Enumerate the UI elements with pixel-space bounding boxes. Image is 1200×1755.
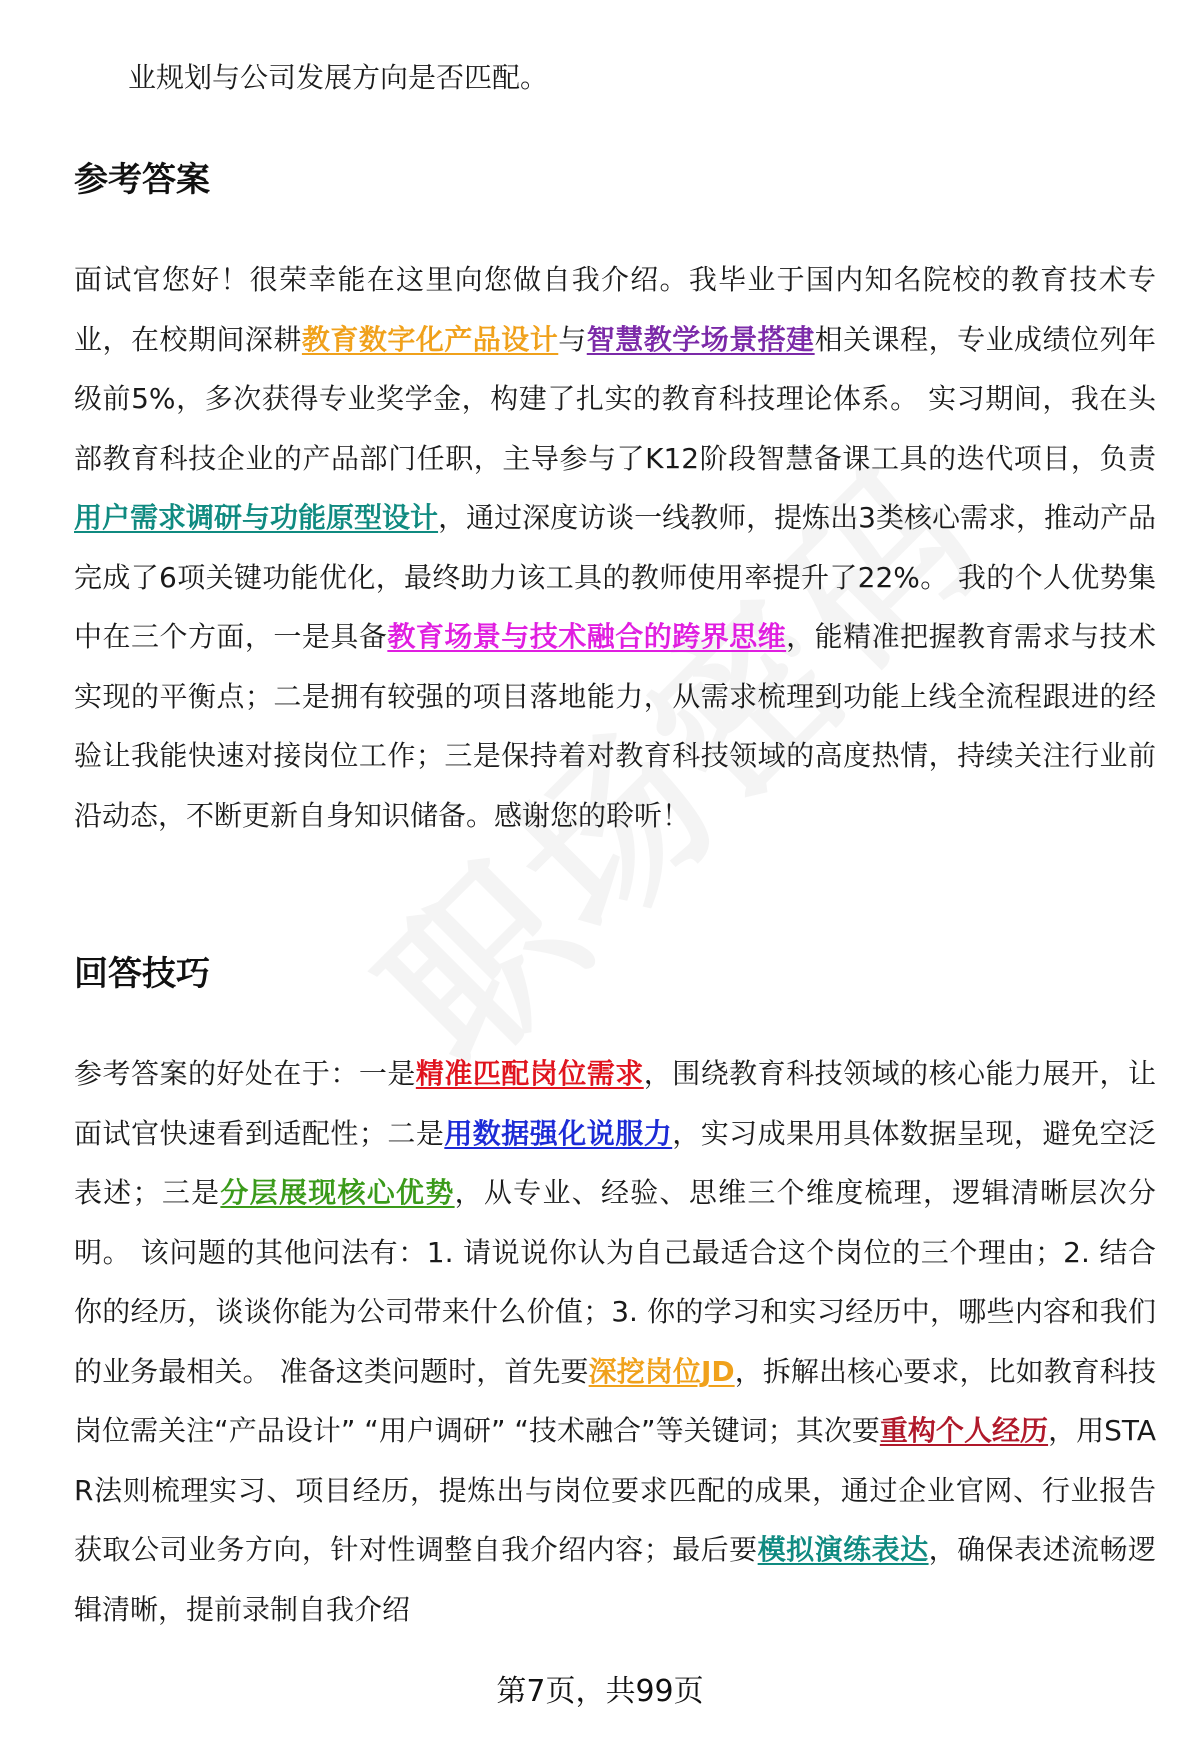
highlight-phrase: 智慧教学场景搭建 [586,322,815,356]
text-run: ，能精准把握教育需求与技术实现的平衡点；二是拥有较强的项目落地能力，从需求梳理到功能上线全流程跟进的经验让我能快速对接岗位工作；三是保持着对教育科技领域的高度热情，持续关注行业前沿动态，不断更新自身知识储备。感谢您的聆听！ [74,620,1156,832]
text-run: 与 [558,322,587,356]
text-run: ，拆解出核心要求，比如教育科技岗位需关注“产品设计” “用户调研” “技术融合”等关键词；其次要 [74,1354,1156,1447]
text-run: ，从专业、经验、思维三个维度梳理，逻辑清晰层次分明。 该问题的其他问法有：1. 请说说你认为自己最适合这个岗位的三个理由；2. 结合你的经历，谈谈你能为公司带来什么价值；3. 你的学习和实习经历中，哪些内容和我们的业务最相关。 准备这类问题时，首先要 [74,1176,1156,1388]
text-run: 面试官您好！很荣幸能在这里向您做自我介绍。我毕业于国内知名院校的教育技术专业，在校期间深耕 [74,263,1156,356]
text-run: 相关课程，专业成绩位列年级前5%，多次获得专业奖学金，构建了扎实的教育科技理论体系。 实习期间，我在头部教育科技企业的产品部门任职，主导参与了K12阶段智慧备课工具的迭代项目，负责 [74,322,1156,475]
highlight-phrase: 深挖岗位JD [588,1354,735,1388]
highlight-phrase: 用户需求调研与功能原型设计 [74,501,439,534]
answer-tips-paragraph [74,1044,1156,1639]
text-run: ，确保表述流畅逻辑清晰，提前录制自我介绍 [74,1533,1156,1626]
text-run: ，实习成果用具体数据呈现，避免空泛表述；三是 [74,1116,1156,1209]
highlight-phrase: 用数据强化说服力 [444,1116,673,1150]
page-number-footer: 第7页，共99页 [496,1674,704,1709]
reference-answer-paragraph [74,250,1156,845]
highlight-phrase: 教育数字化产品设计 [301,322,559,356]
highlight-phrase: 模拟演练表达 [757,1533,929,1566]
highlight-phrase: 精准匹配岗位需求 [415,1057,644,1090]
text-run: ，围绕教育科技领域的核心能力展开，让面试官快速看到适配性；二是 [74,1057,1156,1150]
text-run: ，用STAR法则梳理实习、项目经历，提炼出与岗位要求匹配的成果，通过企业官网、行业报告获取公司业务方向，针对性调整自我介绍内容；最后要 [74,1414,1156,1566]
highlight-phrase: 教育场景与技术融合的跨界思维 [387,620,787,653]
text-run: ，通过深度访谈一线教师，提炼出3类核心需求，推动产品完成了6项关键功能优化，最终助力该工具的教师使用率提升了22%。 我的个人优势集中在三个方面，一是具备 [74,501,1156,653]
text-run: 参考答案的好处在于：一是 [74,1057,416,1090]
section-heading-answer-tips: 回答技巧 [74,954,210,994]
section-heading-reference-answer: 参考答案 [74,160,210,200]
highlight-phrase: 分层展现核心优势 [220,1176,455,1209]
continuation-line: 业规划与公司发展方向是否匹配。 [128,61,549,94]
highlight-phrase: 重构个人经历 [879,1414,1049,1447]
